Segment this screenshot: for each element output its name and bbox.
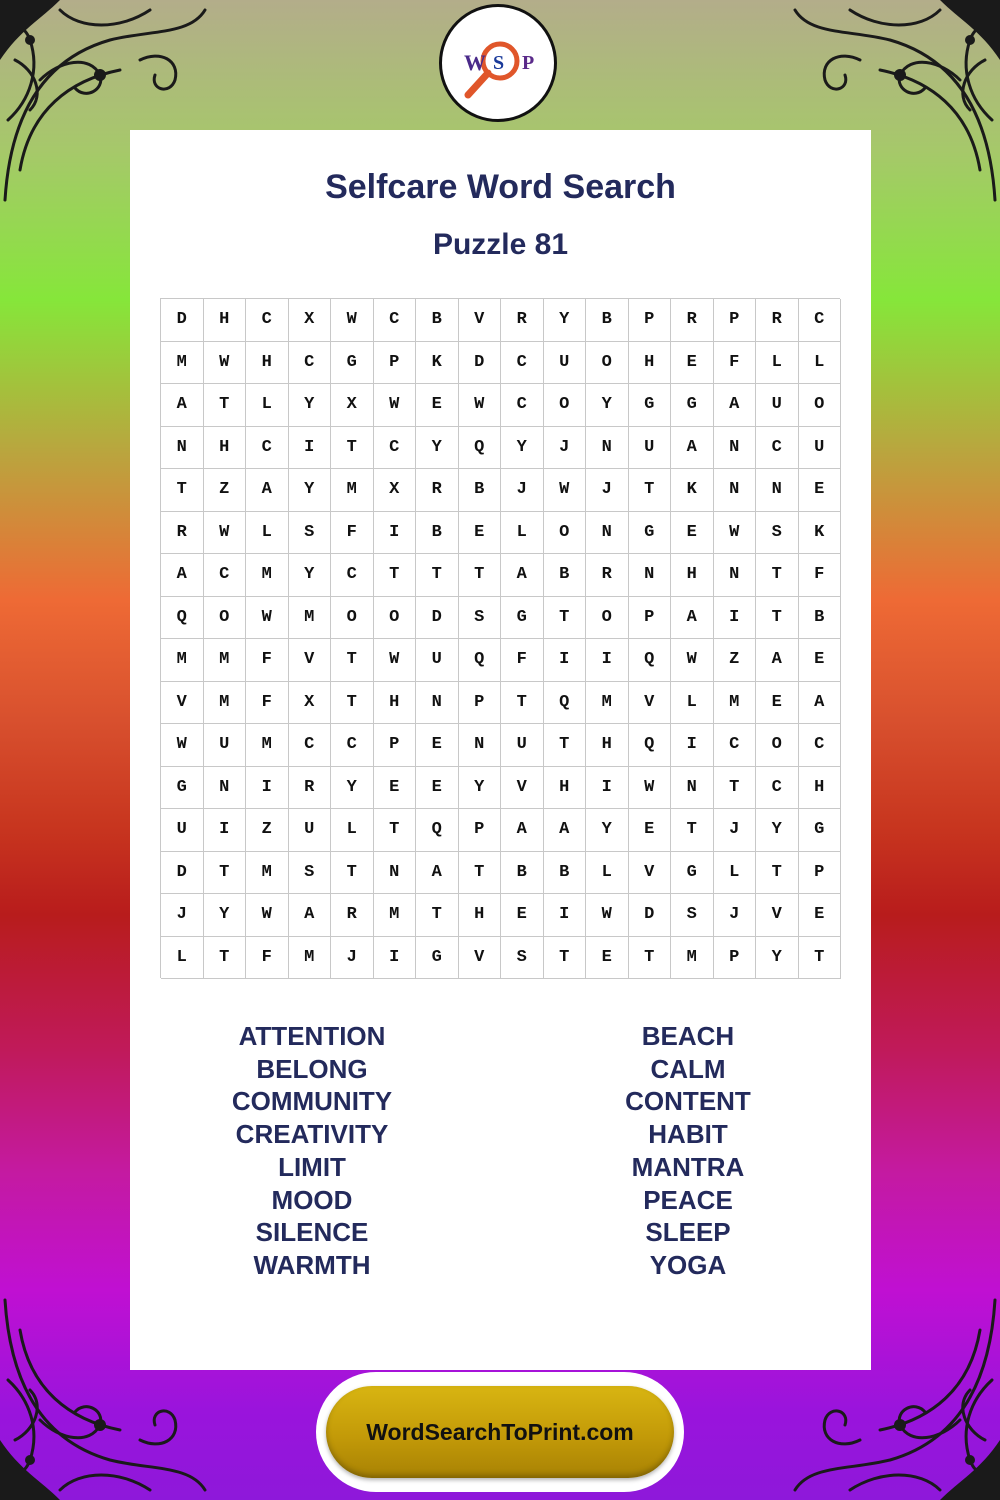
grid-cell[interactable]: L	[756, 342, 799, 385]
grid-cell[interactable]: E	[629, 809, 672, 852]
site-logo[interactable]	[439, 4, 557, 122]
word-item: MANTRA	[631, 1151, 745, 1182]
grid-cell[interactable]: U	[501, 724, 544, 767]
grid-cell[interactable]: W	[374, 639, 417, 682]
grid-cell[interactable]: J	[331, 937, 374, 980]
grid-cell[interactable]: W	[544, 469, 587, 512]
word-item: BELONG	[256, 1053, 368, 1084]
grid-cell[interactable]: E	[459, 512, 502, 555]
grid-cell[interactable]: F	[246, 682, 289, 725]
grid-cell[interactable]: O	[586, 597, 629, 640]
grid-cell[interactable]: F	[331, 512, 374, 555]
grid-cell[interactable]: M	[204, 639, 247, 682]
grid-cell[interactable]: J	[714, 894, 757, 937]
grid-cell[interactable]: C	[756, 767, 799, 810]
grid-cell[interactable]: Q	[459, 427, 502, 470]
grid-cell[interactable]: T	[161, 469, 204, 512]
grid-cell[interactable]: C	[204, 554, 247, 597]
grid-cell[interactable]: B	[416, 299, 459, 342]
grid-cell[interactable]: T	[416, 554, 459, 597]
grid-cell[interactable]: N	[459, 724, 502, 767]
grid-cell[interactable]: T	[331, 639, 374, 682]
grid-cell[interactable]: E	[416, 384, 459, 427]
grid-cell[interactable]: A	[416, 852, 459, 895]
grid-cell[interactable]: T	[544, 937, 587, 980]
grid-cell[interactable]: T	[416, 894, 459, 937]
grid-cell[interactable]: T	[331, 427, 374, 470]
grid-cell[interactable]: R	[289, 767, 332, 810]
grid-cell[interactable]: J	[161, 894, 204, 937]
grid-cell[interactable]: A	[714, 384, 757, 427]
grid-cell[interactable]: S	[289, 852, 332, 895]
grid-cell[interactable]: E	[416, 767, 459, 810]
grid-cell[interactable]: W	[374, 384, 417, 427]
grid-cell[interactable]: B	[416, 512, 459, 555]
grid-cell[interactable]: P	[799, 852, 842, 895]
grid-cell[interactable]: U	[161, 809, 204, 852]
grid-cell[interactable]: V	[629, 852, 672, 895]
grid-cell[interactable]: F	[501, 639, 544, 682]
grid-cell[interactable]: D	[161, 852, 204, 895]
grid-cell[interactable]: X	[374, 469, 417, 512]
grid-cell[interactable]: Y	[289, 469, 332, 512]
grid-cell[interactable]: C	[501, 384, 544, 427]
grid-cell[interactable]: B	[501, 852, 544, 895]
website-link-button[interactable]	[326, 1386, 674, 1478]
grid-cell[interactable]: L	[161, 937, 204, 980]
grid-cell[interactable]: Y	[416, 427, 459, 470]
grid-cell[interactable]: M	[714, 682, 757, 725]
word-item: COMMUNITY	[231, 1086, 393, 1117]
grid-cell[interactable]: C	[714, 724, 757, 767]
grid-cell[interactable]: F	[246, 937, 289, 980]
grid-cell[interactable]: I	[544, 639, 587, 682]
website-link-text: WordSearchToPrint.com	[366, 1418, 634, 1445]
grid-cell[interactable]: Y	[289, 554, 332, 597]
grid-cell[interactable]: O	[331, 597, 374, 640]
grid-cell[interactable]: Q	[629, 724, 672, 767]
grid-cell[interactable]: Y	[756, 809, 799, 852]
grid-cell[interactable]: I	[374, 512, 417, 555]
grid-cell[interactable]: N	[374, 852, 417, 895]
grid-cell[interactable]: A	[246, 469, 289, 512]
grid-cell[interactable]: C	[331, 724, 374, 767]
grid-cell[interactable]: V	[501, 767, 544, 810]
grid-cell[interactable]: P	[459, 809, 502, 852]
word-item: MOOD	[271, 1184, 353, 1215]
grid-cell[interactable]: G	[629, 384, 672, 427]
grid-cell[interactable]: G	[629, 512, 672, 555]
grid-cell[interactable]: Y	[501, 427, 544, 470]
grid-cell[interactable]: N	[586, 427, 629, 470]
grid-cell[interactable]: H	[246, 342, 289, 385]
grid-cell[interactable]: M	[671, 937, 714, 980]
grid-cell[interactable]: F	[799, 554, 842, 597]
grid-cell[interactable]: P	[459, 682, 502, 725]
grid-cell[interactable]: C	[799, 299, 842, 342]
grid-cell[interactable]: A	[671, 597, 714, 640]
grid-cell[interactable]: G	[331, 342, 374, 385]
grid-cell[interactable]: U	[544, 342, 587, 385]
grid-cell[interactable]: D	[459, 342, 502, 385]
grid-cell[interactable]: Z	[204, 469, 247, 512]
word-item: ATTENTION	[238, 1021, 386, 1051]
magnifier-logo-icon	[442, 7, 554, 119]
grid-cell[interactable]: I	[246, 767, 289, 810]
grid-cell[interactable]: W	[331, 299, 374, 342]
grid-cell[interactable]: G	[416, 937, 459, 980]
grid-cell[interactable]: G	[671, 852, 714, 895]
grid-cell[interactable]: V	[289, 639, 332, 682]
grid-cell[interactable]: L	[586, 852, 629, 895]
grid-cell[interactable]: C	[289, 724, 332, 767]
grid-cell[interactable]: U	[629, 427, 672, 470]
grid-cell[interactable]: I	[204, 809, 247, 852]
grid-cell[interactable]: T	[756, 554, 799, 597]
grid-cell[interactable]: P	[714, 299, 757, 342]
grid-cell[interactable]: K	[671, 469, 714, 512]
word-list-left	[162, 1020, 462, 1282]
grid-cell[interactable]: H	[629, 342, 672, 385]
grid-cell[interactable]: I	[374, 937, 417, 980]
grid-cell[interactable]: I	[586, 767, 629, 810]
grid-cell[interactable]: T	[374, 554, 417, 597]
grid-cell[interactable]: E	[586, 937, 629, 980]
grid-cell[interactable]: P	[629, 597, 672, 640]
grid-cell[interactable]: V	[459, 937, 502, 980]
grid-cell[interactable]: C	[374, 427, 417, 470]
grid-cell[interactable]: T	[544, 597, 587, 640]
grid-cell[interactable]: I	[544, 894, 587, 937]
grid-cell[interactable]: A	[501, 554, 544, 597]
grid-cell[interactable]: N	[714, 554, 757, 597]
grid-cell[interactable]: M	[289, 937, 332, 980]
grid-cell[interactable]: B	[799, 597, 842, 640]
word-item: CREATIVITY	[235, 1119, 389, 1150]
grid-cell[interactable]: W	[459, 384, 502, 427]
grid-cell[interactable]: V	[459, 299, 502, 342]
grid-cell[interactable]: S	[671, 894, 714, 937]
grid-cell[interactable]: C	[374, 299, 417, 342]
grid-cell[interactable]: H	[586, 724, 629, 767]
grid-cell[interactable]: A	[671, 427, 714, 470]
grid-cell[interactable]: R	[416, 469, 459, 512]
grid-cell[interactable]: L	[714, 852, 757, 895]
grid-cell[interactable]: U	[416, 639, 459, 682]
grid-cell[interactable]: A	[161, 554, 204, 597]
page-title: Selfcare Word Search	[325, 168, 676, 206]
grid-cell[interactable]: Y	[289, 384, 332, 427]
grid-cell[interactable]: M	[374, 894, 417, 937]
grid-cell[interactable]: W	[714, 512, 757, 555]
grid-cell[interactable]: T	[799, 937, 842, 980]
grid-cell[interactable]: E	[374, 767, 417, 810]
grid-cell[interactable]: O	[544, 512, 587, 555]
grid-cell[interactable]: O	[544, 384, 587, 427]
grid-cell[interactable]: E	[671, 512, 714, 555]
grid-cell[interactable]: I	[671, 724, 714, 767]
grid-cell[interactable]: T	[331, 852, 374, 895]
grid-cell[interactable]: S	[459, 597, 502, 640]
grid-cell[interactable]: C	[246, 427, 289, 470]
grid-cell[interactable]: N	[416, 682, 459, 725]
grid-cell[interactable]: W	[204, 512, 247, 555]
grid-cell[interactable]: A	[544, 809, 587, 852]
grid-cell[interactable]: T	[459, 852, 502, 895]
grid-cell[interactable]: Q	[416, 809, 459, 852]
grid-cell[interactable]: M	[246, 554, 289, 597]
grid-cell[interactable]: P	[629, 299, 672, 342]
letter-grid	[160, 298, 840, 978]
grid-cell[interactable]: U	[756, 384, 799, 427]
grid-cell[interactable]: B	[544, 852, 587, 895]
grid-cell[interactable]: E	[416, 724, 459, 767]
grid-cell[interactable]: E	[756, 682, 799, 725]
grid-cell[interactable]: Z	[246, 809, 289, 852]
grid-cell[interactable]: C	[501, 342, 544, 385]
grid-cell[interactable]: X	[331, 384, 374, 427]
grid-cell[interactable]: B	[586, 299, 629, 342]
grid-cell[interactable]: M	[246, 852, 289, 895]
grid-cell[interactable]: V	[629, 682, 672, 725]
grid-cell[interactable]: Y	[331, 767, 374, 810]
grid-cell[interactable]: T	[671, 809, 714, 852]
grid-cell[interactable]: N	[756, 469, 799, 512]
grid-cell[interactable]: T	[714, 767, 757, 810]
grid-cell[interactable]: R	[671, 299, 714, 342]
word-item: WARMTH	[253, 1249, 371, 1280]
grid-cell[interactable]: N	[629, 554, 672, 597]
grid-cell[interactable]: R	[756, 299, 799, 342]
puzzle-sheet	[130, 130, 871, 1370]
grid-cell[interactable]: W	[671, 639, 714, 682]
word-item: SILENCE	[255, 1217, 369, 1248]
word-item: LIMIT	[278, 1151, 346, 1182]
grid-cell[interactable]: W	[161, 724, 204, 767]
grid-cell[interactable]: C	[799, 724, 842, 767]
grid-cell[interactable]: E	[501, 894, 544, 937]
grid-cell[interactable]: B	[459, 469, 502, 512]
grid-cell[interactable]: T	[544, 724, 587, 767]
logo-letter-w: W	[464, 50, 486, 75]
grid-cell[interactable]: W	[246, 597, 289, 640]
grid-cell[interactable]: G	[501, 597, 544, 640]
grid-cell[interactable]: A	[289, 894, 332, 937]
grid-cell[interactable]: U	[204, 724, 247, 767]
grid-cell[interactable]: J	[714, 809, 757, 852]
grid-cell[interactable]: O	[204, 597, 247, 640]
grid-cell[interactable]: J	[501, 469, 544, 512]
grid-cell[interactable]: T	[204, 937, 247, 980]
grid-cell[interactable]: N	[714, 469, 757, 512]
grid-cell[interactable]: R	[586, 554, 629, 597]
grid-cell[interactable]: W	[204, 342, 247, 385]
grid-cell[interactable]: U	[799, 427, 842, 470]
grid-cell[interactable]: H	[544, 767, 587, 810]
grid-cell[interactable]: M	[331, 469, 374, 512]
grid-cell[interactable]: C	[246, 299, 289, 342]
grid-cell[interactable]: B	[544, 554, 587, 597]
grid-cell[interactable]: L	[671, 682, 714, 725]
grid-cell[interactable]: Q	[629, 639, 672, 682]
grid-cell[interactable]: T	[204, 384, 247, 427]
grid-cell[interactable]: D	[161, 299, 204, 342]
grid-cell[interactable]: E	[799, 894, 842, 937]
grid-cell[interactable]: J	[544, 427, 587, 470]
grid-cell[interactable]: T	[204, 852, 247, 895]
grid-cell[interactable]: E	[799, 639, 842, 682]
word-item: CALM	[650, 1053, 726, 1084]
grid-cell[interactable]: T	[331, 682, 374, 725]
grid-cell[interactable]: I	[586, 639, 629, 682]
grid-cell[interactable]: A	[756, 639, 799, 682]
grid-cell[interactable]: C	[331, 554, 374, 597]
grid-cell[interactable]: H	[374, 682, 417, 725]
grid-cell[interactable]: Y	[586, 384, 629, 427]
grid-cell[interactable]: W	[586, 894, 629, 937]
grid-cell[interactable]: V	[161, 682, 204, 725]
grid-cell[interactable]: P	[374, 342, 417, 385]
grid-cell[interactable]: L	[331, 809, 374, 852]
grid-cell[interactable]: Q	[161, 597, 204, 640]
grid-cell[interactable]: E	[671, 342, 714, 385]
grid-cell[interactable]: A	[161, 384, 204, 427]
grid-cell[interactable]: A	[501, 809, 544, 852]
logo-letter-p: P	[522, 52, 535, 74]
grid-cell[interactable]: H	[459, 894, 502, 937]
footer-badge	[316, 1372, 684, 1492]
word-item: HABIT	[648, 1119, 728, 1150]
grid-cell[interactable]: D	[629, 894, 672, 937]
grid-cell[interactable]: T	[629, 937, 672, 980]
grid-cell[interactable]: S	[289, 512, 332, 555]
grid-cell[interactable]: C	[289, 342, 332, 385]
grid-cell[interactable]: G	[671, 384, 714, 427]
puzzle-number: Puzzle 81	[432, 228, 569, 261]
grid-cell[interactable]: T	[629, 469, 672, 512]
grid-cell[interactable]: O	[586, 342, 629, 385]
grid-cell[interactable]: T	[756, 597, 799, 640]
word-item: BEACH	[641, 1021, 735, 1051]
grid-cell[interactable]: N	[161, 427, 204, 470]
grid-cell[interactable]: H	[204, 299, 247, 342]
grid-cell[interactable]: Q	[544, 682, 587, 725]
grid-cell[interactable]: Z	[714, 639, 757, 682]
grid-cell[interactable]: I	[289, 427, 332, 470]
grid-cell[interactable]: T	[501, 682, 544, 725]
grid-cell[interactable]: Y	[544, 299, 587, 342]
grid-cell[interactable]: M	[246, 724, 289, 767]
grid-cell[interactable]: O	[756, 724, 799, 767]
grid-cell[interactable]: T	[459, 554, 502, 597]
grid-cell[interactable]: S	[756, 512, 799, 555]
grid-cell[interactable]: M	[289, 597, 332, 640]
grid-cell[interactable]: O	[374, 597, 417, 640]
grid-cell[interactable]: Y	[204, 894, 247, 937]
word-item: PEACE	[643, 1184, 733, 1215]
word-list-right	[538, 1020, 838, 1282]
grid-cell[interactable]: S	[501, 937, 544, 980]
grid-cell[interactable]: K	[799, 512, 842, 555]
grid-cell[interactable]: X	[289, 682, 332, 725]
grid-cell[interactable]: N	[586, 512, 629, 555]
grid-cell[interactable]: E	[799, 469, 842, 512]
grid-cell[interactable]: R	[161, 512, 204, 555]
grid-cell[interactable]: Y	[459, 767, 502, 810]
grid-cell[interactable]: F	[246, 639, 289, 682]
grid-cell[interactable]: F	[714, 342, 757, 385]
word-item: CONTENT	[625, 1086, 751, 1117]
grid-cell[interactable]: W	[629, 767, 672, 810]
grid-cell[interactable]: L	[246, 512, 289, 555]
grid-cell[interactable]: X	[289, 299, 332, 342]
logo-letter-s: S	[493, 52, 505, 74]
grid-cell[interactable]: D	[416, 597, 459, 640]
word-item: SLEEP	[645, 1217, 731, 1248]
grid-cell[interactable]: J	[586, 469, 629, 512]
grid-cell[interactable]: W	[246, 894, 289, 937]
grid-cell[interactable]: A	[799, 682, 842, 725]
grid-cell[interactable]: C	[756, 427, 799, 470]
grid-cell[interactable]: R	[501, 299, 544, 342]
word-item: YOGA	[649, 1249, 727, 1280]
grid-cell[interactable]: O	[799, 384, 842, 427]
grid-cell[interactable]: H	[204, 427, 247, 470]
grid-cell[interactable]: L	[246, 384, 289, 427]
grid-cell[interactable]: M	[586, 682, 629, 725]
grid-cell[interactable]: T	[374, 809, 417, 852]
grid-cell[interactable]: G	[799, 809, 842, 852]
grid-cell[interactable]: Q	[459, 639, 502, 682]
grid-cell[interactable]: R	[331, 894, 374, 937]
grid-cell[interactable]: K	[416, 342, 459, 385]
grid-cell[interactable]: U	[289, 809, 332, 852]
grid-cell[interactable]: L	[799, 342, 842, 385]
grid-cell[interactable]: N	[714, 427, 757, 470]
grid-cell[interactable]: I	[714, 597, 757, 640]
grid-cell[interactable]: M	[161, 639, 204, 682]
grid-cell[interactable]: P	[374, 724, 417, 767]
grid-cell[interactable]: G	[161, 767, 204, 810]
grid-cell[interactable]: M	[161, 342, 204, 385]
grid-cell[interactable]: H	[671, 554, 714, 597]
grid-cell[interactable]: M	[204, 682, 247, 725]
grid-cell[interactable]: N	[204, 767, 247, 810]
grid-cell[interactable]: Y	[586, 809, 629, 852]
grid-cell[interactable]: H	[799, 767, 842, 810]
grid-cell[interactable]: T	[756, 852, 799, 895]
grid-cell[interactable]: N	[671, 767, 714, 810]
grid-cell[interactable]: P	[714, 937, 757, 980]
grid-cell[interactable]: V	[756, 894, 799, 937]
grid-cell[interactable]: L	[501, 512, 544, 555]
grid-cell[interactable]: Y	[756, 937, 799, 980]
